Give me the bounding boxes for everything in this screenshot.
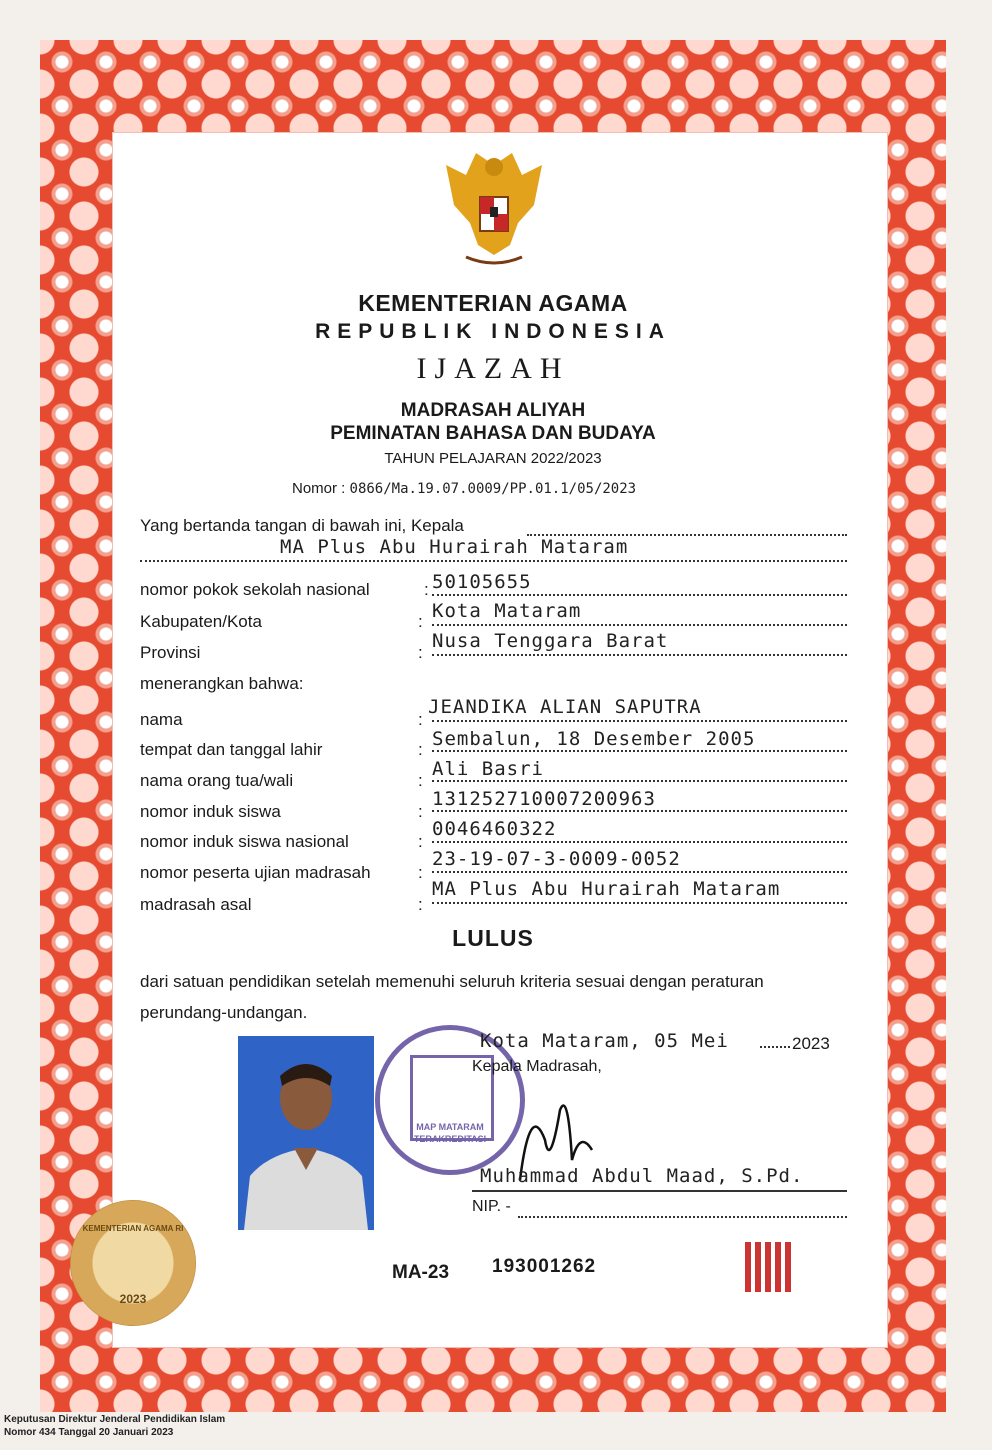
asal-value: MA Plus Abu Hurairah Mataram xyxy=(432,878,781,900)
document-title: IJAZAH xyxy=(416,352,570,385)
npsn-value: 50105655 xyxy=(432,571,532,593)
certificate-paper xyxy=(40,40,946,1412)
nis-value: 131252710007200963 xyxy=(432,788,656,810)
signature-line xyxy=(472,1190,847,1192)
dotted-line xyxy=(432,720,847,722)
kabupaten-label: Kabupaten/Kota xyxy=(140,612,262,631)
garuda-emblem-icon xyxy=(436,145,552,275)
stamp-text-2: TERAKREDITASI xyxy=(413,1134,487,1144)
dotted-line xyxy=(432,902,847,904)
intro-school-name: MA Plus Abu Hurairah Mataram xyxy=(280,536,629,558)
hologram-seal xyxy=(70,1200,196,1326)
colon: : xyxy=(418,612,423,631)
academic-year: TAHUN PELAJARAN 2022/2023 xyxy=(384,450,602,467)
colon: : xyxy=(418,710,423,729)
dotted-line xyxy=(432,871,847,873)
seal-text: KEMENTERIAN AGAMA RI xyxy=(82,1224,184,1233)
dotted-line xyxy=(432,594,847,596)
school-level: MADRASAH ALIYAH xyxy=(400,400,586,421)
certificate-number xyxy=(292,480,636,497)
nis-label: nomor induk siswa xyxy=(140,802,281,821)
republic-heading: REPUBLIK INDONESIA xyxy=(315,320,671,343)
dotted-line xyxy=(432,810,847,812)
signature-position: Kepala Madrasah, xyxy=(472,1058,602,1075)
colon: : xyxy=(418,771,423,790)
student-photo xyxy=(238,1036,374,1230)
ttl-value: Sembalun, 18 Desember 2005 xyxy=(432,728,756,750)
dotted-line xyxy=(432,624,847,626)
colon: : xyxy=(418,832,423,851)
colon: : xyxy=(418,802,423,821)
ortu-label: nama orang tua/wali xyxy=(140,771,294,790)
ujian-label: nomor peserta ujian madrasah xyxy=(140,863,371,882)
ujian-value: 23-19-07-3-0009-0052 xyxy=(432,848,681,870)
number-value: 0866/Ma.19.07.0009/PP.01.1/05/2023 xyxy=(349,481,637,497)
dotted-line xyxy=(518,1216,847,1218)
qr-code-icon xyxy=(745,1242,795,1292)
dotted-line xyxy=(432,841,847,843)
colon: : xyxy=(418,895,423,914)
colon: : xyxy=(424,580,429,599)
footer-decree: Keputusan Direktur Jenderal Pendidikan Islam xyxy=(4,1414,226,1425)
nama-value: JEANDIKA ALIAN SAPUTRA xyxy=(428,696,702,718)
footer-number: Nomor 434 Tanggal 20 Januari 2023 xyxy=(4,1427,174,1438)
nisn-value: 0046460322 xyxy=(432,818,557,840)
provinsi-label: Provinsi xyxy=(140,643,201,662)
seal-year: 2023 xyxy=(119,1292,147,1306)
number-label: Nomor : xyxy=(292,480,346,497)
intro-line: Yang bertanda tangan di bawah ini, Kepala xyxy=(140,516,464,535)
specialization: PEMINATAN BAHASA DAN BUDAYA xyxy=(330,423,656,444)
stamp-text-1: MAP MATARAM xyxy=(416,1122,484,1132)
npsn-label: nomor pokok sekolah nasional xyxy=(140,580,370,599)
signatory-name: Muhammad Abdul Maad, S.Pd. xyxy=(480,1165,804,1187)
serial-number: 193001262 xyxy=(492,1256,597,1277)
serial-code: MA-23 xyxy=(392,1262,450,1283)
nama-label: nama xyxy=(140,710,183,729)
result-status: LULUS xyxy=(452,925,534,951)
result-description: dari satuan pendidikan setelah memenuhi seluruh kriteria sesuai dengan peraturan perundang-undangan. xyxy=(140,972,764,1022)
dotted-line xyxy=(760,1046,790,1048)
statement-label: menerangkan bahwa: xyxy=(140,674,304,693)
ortu-value: Ali Basri xyxy=(432,758,544,780)
signature-year: 2023 xyxy=(792,1034,830,1053)
signature-place-date: Kota Mataram, 05 Mei xyxy=(480,1030,729,1052)
person-silhouette-icon xyxy=(238,1036,374,1230)
dotted-line xyxy=(432,780,847,782)
colon: : xyxy=(418,863,423,882)
kabupaten-value: Kota Mataram xyxy=(432,600,582,622)
colon: : xyxy=(418,643,423,662)
dotted-line xyxy=(140,560,847,562)
signatory-nip: NIP. - xyxy=(472,1198,511,1215)
colon: : xyxy=(418,740,423,759)
nisn-label: nomor induk siswa nasional xyxy=(140,832,349,851)
ttl-label: tempat dan tanggal lahir xyxy=(140,740,323,759)
ministry-heading: KEMENTERIAN AGAMA xyxy=(358,290,628,316)
dotted-line xyxy=(432,654,847,656)
asal-label: madrasah asal xyxy=(140,895,252,914)
provinsi-value: Nusa Tenggara Barat xyxy=(432,630,669,652)
dotted-line xyxy=(432,750,847,752)
